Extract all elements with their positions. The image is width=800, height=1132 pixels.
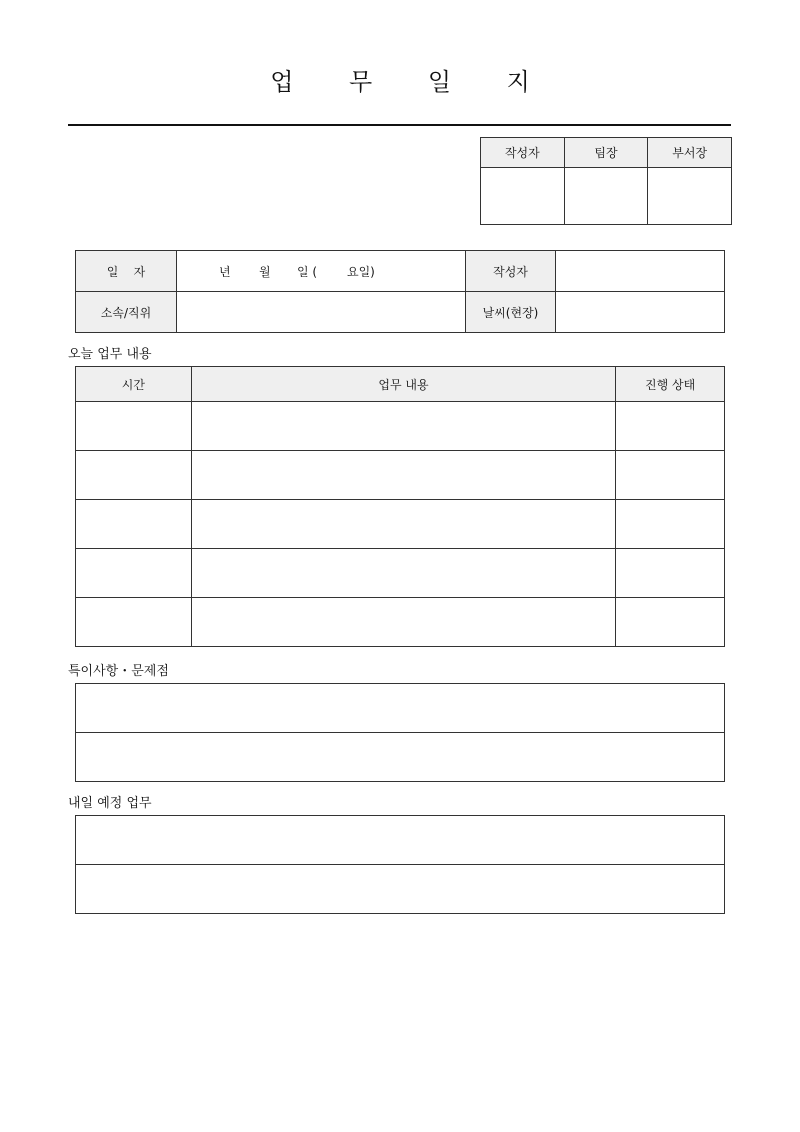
task-content-cell[interactable]	[191, 500, 616, 549]
date-year-label: 년	[219, 264, 231, 279]
approval-header-team-lead: 팀장	[564, 138, 648, 168]
task-content-cell[interactable]	[191, 549, 616, 598]
time-cell[interactable]	[76, 402, 192, 451]
approval-sign-dept-head[interactable]	[648, 168, 732, 225]
weather-label: 날씨(현장)	[466, 292, 556, 333]
date-label-text: 일 자	[106, 264, 146, 279]
info-table	[75, 250, 725, 333]
today-tasks-table	[75, 366, 725, 647]
weather-field[interactable]	[556, 292, 725, 333]
header-task-content: 업무 내용	[191, 367, 616, 402]
table-row	[76, 549, 725, 598]
date-field[interactable]	[177, 251, 466, 292]
time-cell[interactable]	[76, 598, 192, 647]
tomorrow-tasks-table	[75, 815, 725, 914]
tomorrow-section-label: 내일 예정 업무	[68, 796, 152, 811]
tomorrow-field-2[interactable]	[76, 865, 725, 914]
table-row	[76, 500, 725, 549]
date-day-label: 일 (	[297, 264, 318, 279]
issues-field-2[interactable]	[76, 733, 725, 782]
issues-table	[75, 683, 725, 782]
issues-section-label: 특이사항・문제점	[68, 664, 169, 679]
title-divider	[68, 124, 731, 126]
dept-position-label: 소속/직위	[76, 292, 177, 333]
today-section-label: 오늘 업무 내용	[68, 347, 152, 362]
task-content-cell[interactable]	[191, 598, 616, 647]
status-cell[interactable]	[616, 451, 725, 500]
status-cell[interactable]	[616, 500, 725, 549]
writer-field[interactable]	[556, 251, 725, 292]
status-cell[interactable]	[616, 598, 725, 647]
time-cell[interactable]	[76, 451, 192, 500]
approval-header-dept-head: 부서장	[648, 138, 732, 168]
tomorrow-field-1[interactable]	[76, 816, 725, 865]
approval-sign-writer[interactable]	[481, 168, 565, 225]
time-cell[interactable]	[76, 500, 192, 549]
header-progress-status: 진행 상태	[616, 367, 725, 402]
task-content-cell[interactable]	[191, 402, 616, 451]
writer-label: 작성자	[466, 251, 556, 292]
table-row	[76, 451, 725, 500]
task-content-cell[interactable]	[191, 451, 616, 500]
table-row	[76, 402, 725, 451]
issues-field-1[interactable]	[76, 684, 725, 733]
document-title: 업 무 일 지	[270, 68, 554, 96]
header-time: 시간	[76, 367, 192, 402]
status-cell[interactable]	[616, 402, 725, 451]
dept-position-field[interactable]	[177, 292, 466, 333]
time-cell[interactable]	[76, 549, 192, 598]
date-label	[76, 251, 177, 292]
date-weekday-label: 요일)	[347, 264, 375, 279]
date-month-label: 월	[259, 264, 271, 279]
approval-sign-team-lead[interactable]	[564, 168, 648, 225]
approval-box	[480, 137, 732, 225]
status-cell[interactable]	[616, 549, 725, 598]
table-row	[76, 598, 725, 647]
approval-header-writer: 작성자	[481, 138, 565, 168]
